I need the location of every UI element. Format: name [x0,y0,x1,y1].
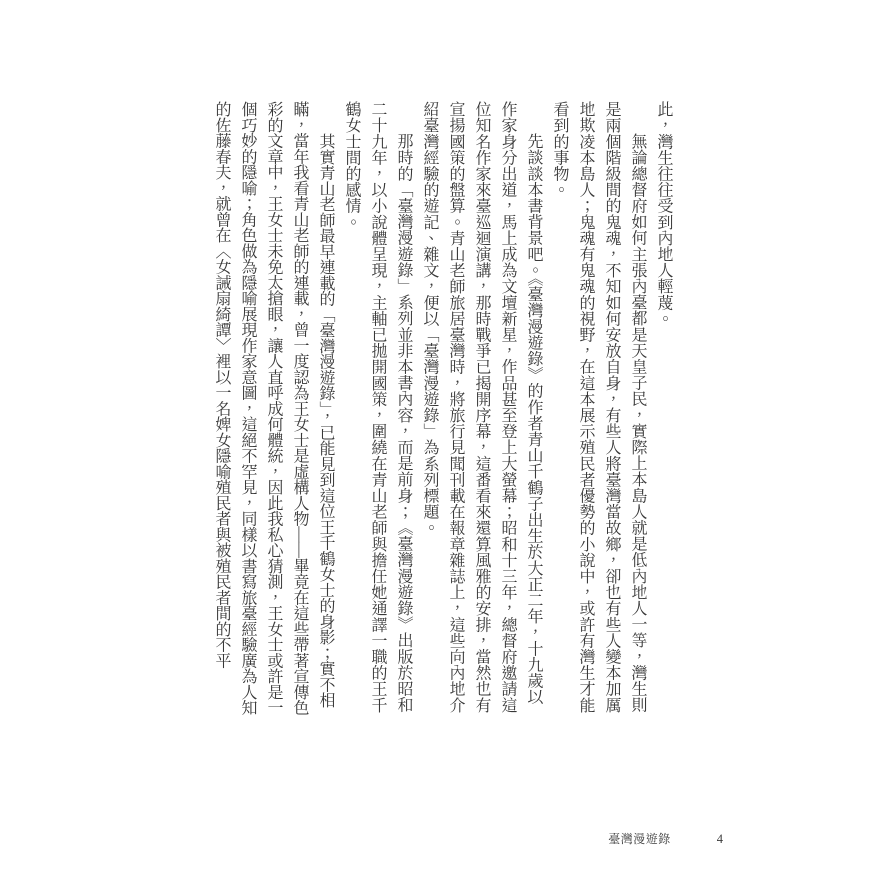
paragraph: 先談談本書背景吧。《臺灣漫遊錄》的作者青山千鶴子出生於大正二年，十九歲以作家身分出道，馬上成為文壇新星，作品甚至登上大螢幕；昭和十三年，總督府邀請這位知名作家來臺巡迴演講，那時戰爭已揭開序幕，這番看來還算風雅的安排，當然也有宣揚國策的盤算。青山老師旅居臺灣時，將旅行見聞刊載在報章雜誌上，這些向內地介紹臺灣經驗的遊記、雜文，便以「臺灣漫遊錄」為系列標題。 [421,101,542,713]
paragraph: 那時的「臺灣漫遊錄」系列並非本書內容，而是前身；《臺灣漫遊錄》出版於昭和二十九年，以小說體呈現，主軸已拋開國策，圍繞在青山老師與擔任她通譯一職的王千鶴女士間的感情。 [343,101,412,713]
paragraph: 此，灣生往往受到內地人輕蔑。 [655,101,672,327]
page-text [208,101,676,718]
footer-book-title: 臺灣漫遊錄 [608,832,671,846]
paragraph: 其實青山老師最早連載的「臺灣漫遊錄」，已能見到這位王千鶴女士的身影；實不相瞞，當年我看青山老師的連載，曾一度認為王女士是虛構人物——畢竟在這些帶著宣傳色彩的文章中，王女士未免太搶眼，讓人直呼成何體統，因此我私心猜測，王女士或許是一個巧妙的隱喻；角色做為隱喻展現作家意圖，這絕不罕見，同樣以書寫旅臺經驗廣為人知的佐藤春夫，就曾在〈女誡扇綺譚〉裡以一名婢女隱喻殖民者與被殖民者間的不平 [213,101,334,716]
footer-page-number: 4 [716,832,723,846]
page-footer [608,830,723,847]
paragraph: 無論總督府如何主張內臺都是天皇子民，實際上本島人就是低內地人一等，灣生則是兩個階級間的鬼魂，不知如何安放自身，有些人將臺灣當故鄉，卻也有些人變本加厲地欺凌本島人；鬼魂有鬼魂的視野，在這本展示殖民者優勢的小說中，或許有灣生才能看到的事物。 [551,101,646,713]
